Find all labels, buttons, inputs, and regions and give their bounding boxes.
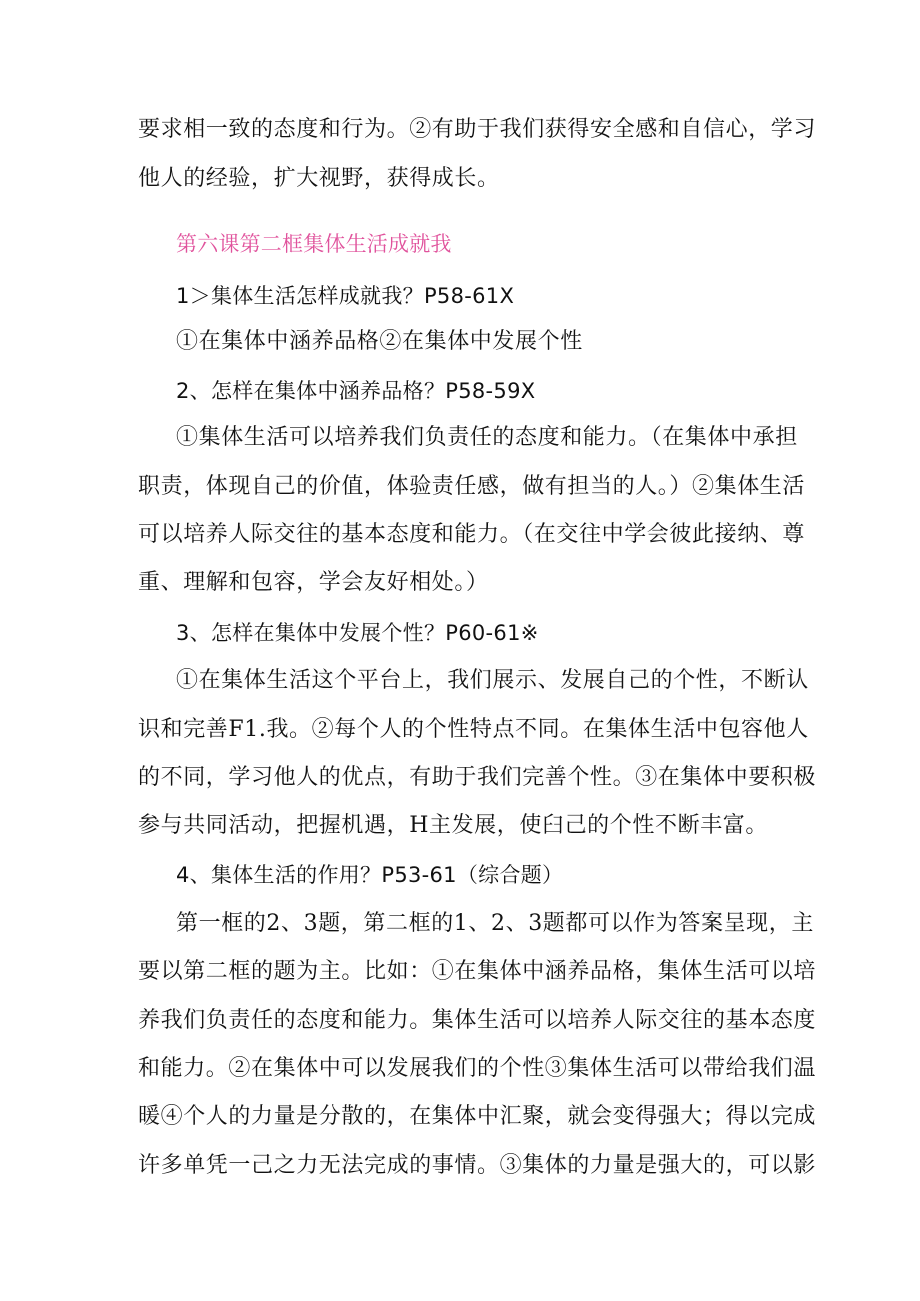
q1-heading: 1＞集体生活怎样成就我？P58-61X <box>176 284 515 308</box>
q2-heading: 2、怎样在集体中涵养品格？P58-59X <box>176 379 536 403</box>
q3-line-2: 识和完善F1.我。②每个人的个性特点不同。在集体生活中包容他人 <box>138 717 809 742</box>
q4-line-1: 第一框的2、3题，第二框的1、2、3题都可以作为答案呈现，主 <box>176 911 814 936</box>
q4-line-6: 许多单凭一己之力无法完成的事情。③集体的力量是强大的，可以影 <box>138 1153 817 1178</box>
q2-line-2: 职责，体现自己的价值，体验责任感，做有担当的人。）②集体生活 <box>138 474 806 499</box>
q3-heading: 3、怎样在集体中发展个性？P60-61※ <box>176 621 539 645</box>
q2-line-4: 重、理解和包容，学会友好相处。） <box>138 570 489 595</box>
q4-line-5: 暖④个人的力量是分散的，在集体中汇聚，就会变得强大；得以完成 <box>138 1104 817 1129</box>
q1-answer: ①在集体中涵养品格②在集体中发展个性 <box>176 329 583 354</box>
q3-line-1: ①在集体生活这个平台上，我们展示、发展自己的个性，不断认 <box>176 668 809 693</box>
q2-line-1: ①集体生活可以培养我们负责任的态度和能力。（在集体中承担 <box>176 425 798 450</box>
q4-line-3: 养我们负责任的态度和能力。集体生活可以培养人际交往的基本态度 <box>138 1008 817 1033</box>
q4-line-2: 要以第二框的题为主。比如：①在集体中涵养品格，集体生活可以培 <box>138 959 817 984</box>
section-title: 第六课第二框集体生活成就我 <box>176 232 452 256</box>
intro-line-2: 他人的经验，扩大视野，获得成长。 <box>138 166 500 191</box>
q4-heading: 4、集体生活的作用？P53-61（综合题） <box>176 863 564 887</box>
q3-line-3: 的不同，学习他人的优点，有助于我们完善个性。③在集体中要积极 <box>138 765 817 790</box>
q2-line-3: 可以培养人际交往的基本态度和能力。（在交往中学会彼此接纳、尊 <box>138 522 806 547</box>
q4-line-4: 和能力。②在集体中可以发展我们的个性③集体生活可以带给我们温 <box>138 1056 817 1081</box>
intro-line-1: 要求相一致的态度和行为。②有助于我们获得安全感和自信心，学习 <box>138 117 817 142</box>
q3-line-4: 参与共同活动，把握机遇，H主发展，使臼己的个性不断丰富。 <box>138 813 768 838</box>
